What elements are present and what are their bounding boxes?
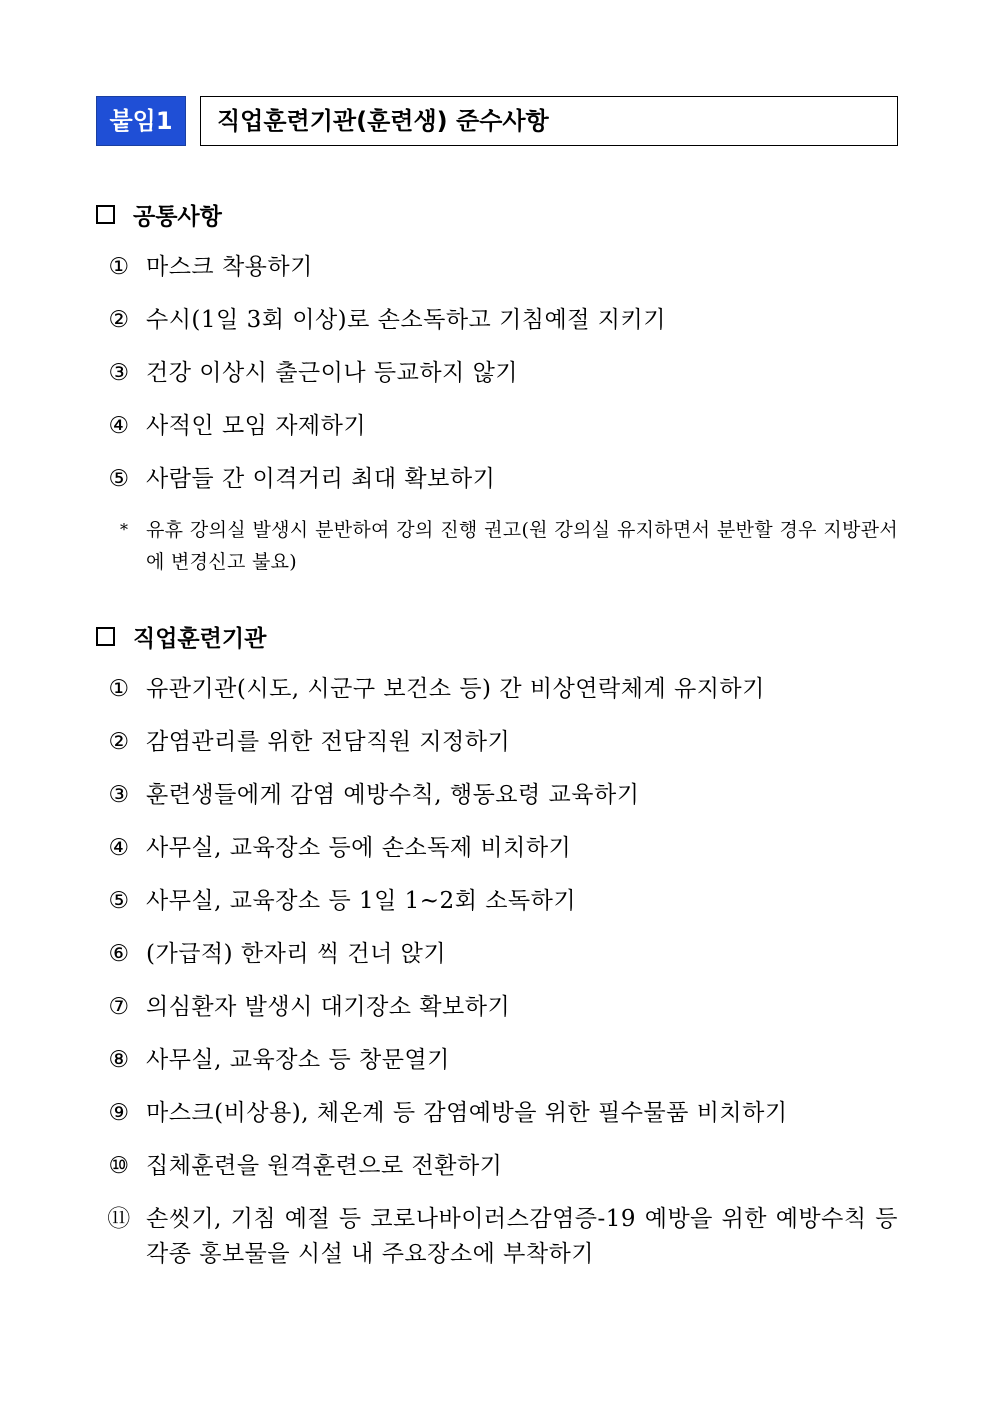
item-text: 마스크(비상용), 체온계 등 감염예방을 위한 필수물품 비치하기 [146,1100,788,1126]
list-item [104,937,898,972]
checkbox-square-icon [96,205,115,224]
document-title: 직업훈련기관(훈련생) 준수사항 [200,96,898,146]
item-number: ④ [108,835,130,861]
item-text: 집체훈련을 원격훈련으로 전환하기 [146,1153,503,1179]
note-marker: * [120,520,129,539]
document-header [96,96,898,146]
item-text: 사적인 모임 자제하기 [146,413,367,439]
item-text: 손씻기, 기침 예절 등 코로나바이러스감염증-19 예방을 위한 예방수칙 등 각종 홍보물을 시설 내 주요장소에 부착하기 [146,1206,898,1267]
item-text: 사람들 간 이격거리 최대 확보하기 [146,466,496,492]
list-item [104,1043,898,1078]
item-number: ③ [108,782,130,808]
list-item [104,672,898,707]
section-heading-common [96,196,222,232]
section-heading-institution [96,618,266,654]
item-number: ⑧ [108,1047,130,1073]
item-number: ① [108,254,130,280]
item-number: ① [108,676,130,702]
item-number: ② [108,307,130,333]
item-text: 감염관리를 위한 전담직원 지정하기 [146,729,511,755]
item-text: 유관기관(시도, 시군구 보건소 등) 간 비상연락체계 유지하기 [146,676,765,702]
item-number: ⑪ [107,1206,131,1232]
list-item [104,778,898,813]
attachment-tag: 붙임1 [96,96,186,146]
item-text: 사무실, 교육장소 등에 손소독제 비치하기 [146,835,572,861]
item-number: ⑥ [108,941,130,967]
item-number: ⑤ [108,888,130,914]
item-number: ⑤ [108,466,130,492]
item-text: 훈련생들에게 감염 예방수칙, 행동요령 교육하기 [146,782,640,808]
item-text: 의심환자 발생시 대기장소 확보하기 [146,994,511,1020]
item-text: 마스크 착용하기 [146,254,313,280]
checkbox-square-icon [96,627,115,646]
list-item [104,831,898,866]
list-item [104,1096,898,1131]
list-item [104,725,898,760]
list-item [104,990,898,1025]
item-number: ② [108,729,130,755]
item-number: ③ [108,360,130,386]
list-item [104,462,898,497]
list-item [104,1149,898,1184]
note-text: 유휴 강의실 발생시 분반하여 강의 진행 권고(원 강의실 유지하면서 분반할 경우 지방관서에 변경신고 불요) [146,519,898,573]
item-number: ⑩ [108,1153,130,1179]
item-text: (가급적) 한자리 씩 건너 앉기 [146,941,447,967]
list-item [104,1202,898,1272]
list-item [104,356,898,391]
note [120,514,898,578]
item-text: 수시(1일 3회 이상)로 손소독하고 기침예절 지키기 [146,307,666,333]
item-text: 사무실, 교육장소 등 1일 1~2회 소독하기 [146,888,577,914]
item-number: ⑦ [108,994,130,1020]
section-heading-label: 직업훈련기관 [133,625,267,652]
list-item [104,884,898,919]
item-number: ④ [108,413,130,439]
item-number: ⑨ [108,1100,130,1126]
section-heading-label: 공통사항 [133,203,222,230]
list-item [104,250,898,285]
list-item [104,409,898,444]
list-item [104,303,898,338]
item-text: 건강 이상시 출근이나 등교하지 않기 [146,360,519,386]
item-text: 사무실, 교육장소 등 창문열기 [146,1047,450,1073]
